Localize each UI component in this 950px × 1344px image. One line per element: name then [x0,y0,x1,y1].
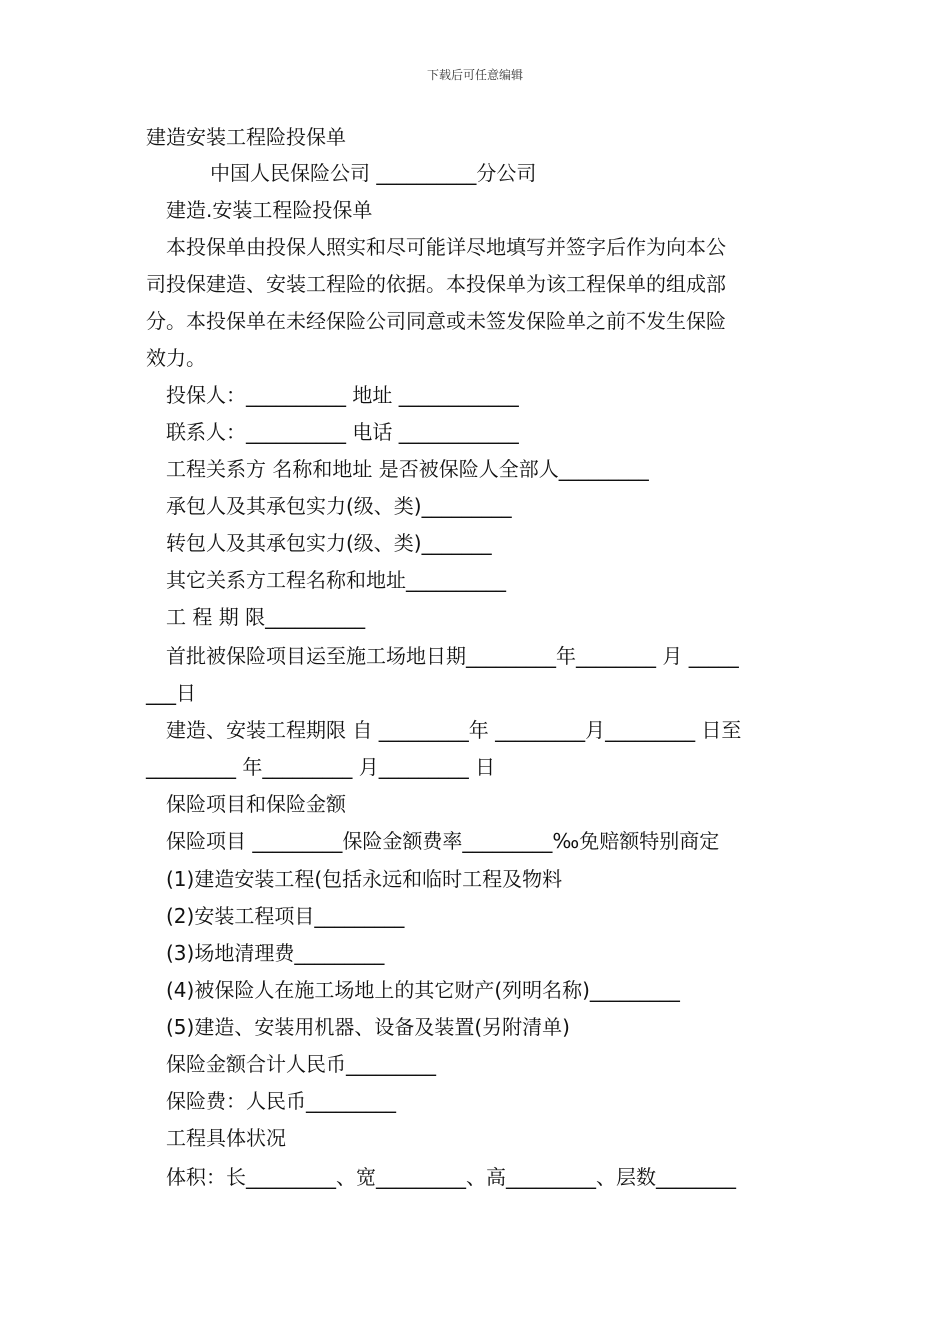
intro-line: 司投保建造、安装工程险的依据。本投保单为该工程保单的组成部 [146,272,726,296]
section-heading-items: 保险项目和保险金额 [166,792,346,816]
form-line-item-2: (2)安装工程项目_________ [166,904,405,928]
form-line-construction-period-cont: _________ 年_________ 月_________ 日 [146,755,496,779]
form-line-applicant: 投保人：__________ 地址 ____________ [166,383,519,407]
form-line-other-parties: 其它关系方工程名称和地址__________ [166,568,506,592]
form-line-contractor: 承包人及其承包实力(级、类)_________ [166,494,512,518]
intro-line: 效力。 [146,346,206,370]
form-line-construction-period: 建造、安装工程期限 自 _________年 _________月_________ 日至 [166,718,742,742]
form-line-first-delivery: 首批被保险项目运至施工场地日期_________年________ 月 _____ [166,644,739,668]
document-title: 建造安装工程险投保单 [146,125,346,149]
form-line-item-3: (3)场地清理费_________ [166,941,385,965]
form-line-item-1: (1)建造安装工程(包括永远和临时工程及物料 [166,867,563,891]
form-line-parties: 工程关系方 名称和地址 是否被保险人全部人_________ [166,457,649,481]
form-line-period: 工 程 期 限__________ [166,605,366,629]
form-line-total-insured: 保险金额合计人民币_________ [166,1052,436,1076]
form-line-contact: 联系人：__________ 电话 ____________ [166,420,519,444]
form-line-premium: 保险费：人民币_________ [166,1089,396,1113]
form-line-item-5: (5)建造、安装用机器、设备及装置(另附清单) [166,1015,570,1039]
header-note: 下载后可任意编辑 [426,68,523,82]
form-line-items-header: 保险项目 _________保险金额费率_________‰免赔额特别商定 [166,829,720,853]
form-line-volume: 体积：长_________、宽_________、高_________、层数________ [166,1165,736,1189]
document-subtitle: 建造.安装工程险投保单 [166,198,373,222]
form-line-first-delivery-cont: ___日 [146,681,196,705]
form-line-subcontractor: 转包人及其承包实力(级、类)_______ [166,531,492,555]
company-line: 中国人民保险公司 __________分公司 [210,161,537,185]
form-line-item-4: (4)被保险人在施工场地上的其它财产(列明名称)_________ [166,978,680,1002]
section-heading-project: 工程具体状况 [166,1126,286,1150]
intro-line: 本投保单由投保人照实和尽可能详尽地填写并签字后作为向本公 [166,235,726,259]
intro-line: 分。本投保单在未经保险公司同意或未签发保险单之前不发生保险 [146,309,726,333]
